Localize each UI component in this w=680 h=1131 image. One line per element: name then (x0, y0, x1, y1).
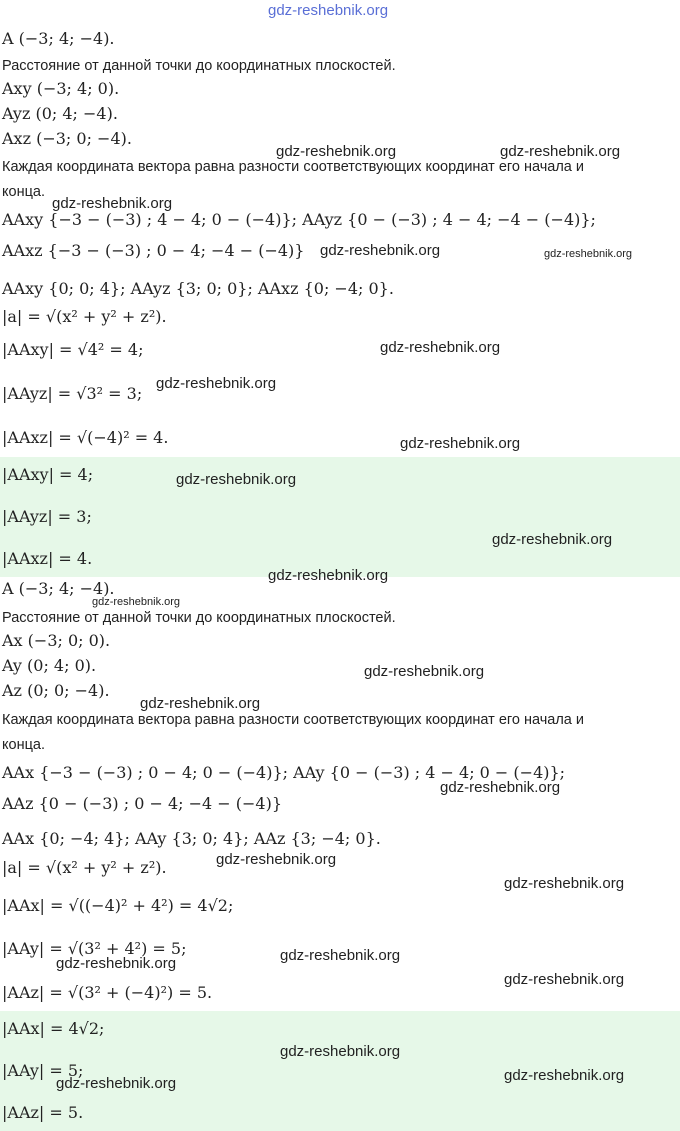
answer-z: |AAz| = 5. (2, 1103, 84, 1122)
vectors-diff-3: AAx {−3 − (−3) ; 0 − 4; 0 − (−4)}; AAy {0 − (−3) ; 4 − 4; 0 − (−4)}; (2, 763, 566, 782)
length-formula-2: |a| = √(x² + y² + z²). (2, 858, 167, 877)
watermark: gdz-reshebnik.org (276, 143, 397, 160)
watermark: gdz-reshebnik.org (500, 143, 621, 160)
calc-xz: |AAxz| = √(−4)² = 4. (2, 428, 169, 447)
answer-xz: |AAxz| = 4. (2, 549, 93, 568)
watermark: gdz-reshebnik.org (140, 695, 261, 712)
vectors-diff-4: AAz {0 − (−3) ; 0 − 4; −4 − (−4)} (2, 794, 283, 813)
watermark: gdz-reshebnik.org (380, 339, 501, 356)
vectors-result-2: AAx {0; −4; 4}; AAy {3; 0; 4}; AAz {3; −4; 0}. (2, 829, 381, 848)
answer-block-1 (0, 457, 680, 577)
watermark: gdz-reshebnik.org (268, 567, 389, 584)
watermark: gdz-reshebnik.org (216, 851, 337, 868)
point-a-2: A (−3; 4; −4). (2, 579, 115, 598)
watermark: gdz-reshebnik.org (56, 1075, 177, 1092)
watermark: gdz-reshebnik.org (504, 875, 625, 892)
watermark: gdz-reshebnik.org (364, 663, 485, 680)
intro-text-2: Расстояние от данной точки до координатных плоскостей. (2, 610, 396, 626)
watermark-top: gdz-reshebnik.org (268, 2, 389, 19)
watermark: gdz-reshebnik.org (544, 248, 633, 260)
rule-text: Каждая координата вектора равна разности соответствующих координат его начала и (2, 159, 584, 175)
rule-text-cont: конца. (2, 184, 45, 200)
rule-text-2: Каждая координата вектора равна разности соответствующих координат его начала и (2, 712, 584, 728)
answer-x: |AAx| = 4√2; (2, 1019, 105, 1038)
calc-x: |AAx| = √((−4)² + 4²) = 4√2; (2, 896, 234, 915)
vectors-diff-1: AAxy {−3 − (−3) ; 4 − 4; 0 − (−4)}; AAyz {0 − (−3) ; 4 − 4; −4 − (−4)}; (2, 210, 596, 229)
watermark: gdz-reshebnik.org (92, 596, 181, 608)
watermark: gdz-reshebnik.org (176, 471, 297, 488)
watermark: gdz-reshebnik.org (52, 195, 173, 212)
watermark: gdz-reshebnik.org (156, 375, 277, 392)
watermark: gdz-reshebnik.org (504, 971, 625, 988)
projection-x: Ax (−3; 0; 0). (2, 631, 111, 650)
projection-yz: Ayz (0; 4; −4). (2, 104, 118, 123)
calc-y: |AAy| = √(3² + 4²) = 5; (2, 939, 187, 958)
answer-xy: |AAxy| = 4; (2, 465, 94, 484)
length-formula: |a| = √(x² + y² + z²). (2, 307, 167, 326)
answer-yz: |AAyz| = 3; (2, 507, 92, 526)
watermark: gdz-reshebnik.org (280, 947, 401, 964)
watermark: gdz-reshebnik.org (440, 779, 561, 796)
rule-text-2-cont: конца. (2, 737, 45, 753)
vectors-result: AAxy {0; 0; 4}; AAyz {3; 0; 0}; AAxz {0; −4; 0}. (2, 279, 394, 298)
watermark: gdz-reshebnik.org (320, 242, 441, 259)
watermark: gdz-reshebnik.org (56, 955, 177, 972)
calc-xy: |AAxy| = √4² = 4; (2, 340, 144, 359)
point-a: A (−3; 4; −4). (2, 29, 115, 48)
projection-xy: Axy (−3; 4; 0). (2, 79, 120, 98)
projection-xz: Axz (−3; 0; −4). (2, 129, 132, 148)
watermark: gdz-reshebnik.org (280, 1043, 401, 1060)
projection-z: Az (0; 0; −4). (2, 681, 110, 700)
intro-text: Расстояние от данной точки до координатных плоскостей. (2, 58, 396, 74)
watermark: gdz-reshebnik.org (504, 1067, 625, 1084)
calc-yz: |AAyz| = √3² = 3; (2, 384, 143, 403)
projection-y: Ay (0; 4; 0). (2, 656, 97, 675)
calc-z: |AAz| = √(3² + (−4)²) = 5. (2, 983, 213, 1002)
watermark: gdz-reshebnik.org (400, 435, 521, 452)
answer-y: |AAy| = 5; (2, 1061, 84, 1080)
watermark: gdz-reshebnik.org (492, 531, 613, 548)
vectors-diff-2: AAxz {−3 − (−3) ; 0 − 4; −4 − (−4)} (2, 241, 305, 260)
